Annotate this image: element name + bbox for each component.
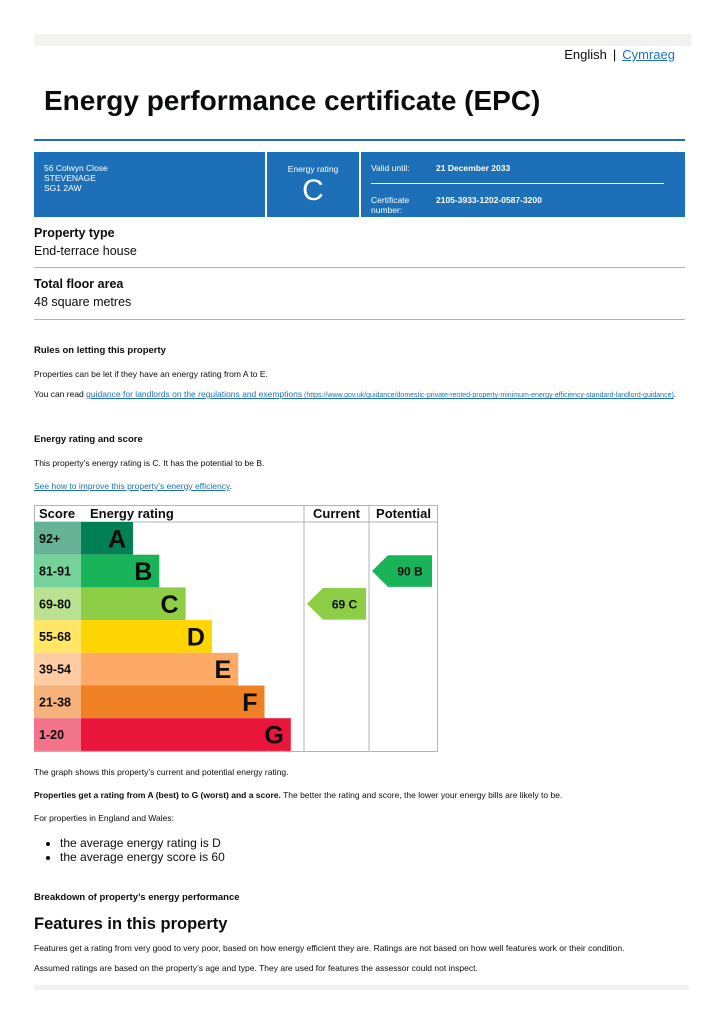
page-title: Energy performance certificate (EPC) xyxy=(44,85,541,116)
improve-paragraph xyxy=(34,481,685,491)
floor-area-heading: Total floor area xyxy=(34,277,124,291)
graph-caption: The graph shows this property’s current and potential energy rating. xyxy=(34,767,289,777)
rating-letter: G xyxy=(264,721,284,750)
features-paragraph: Features get a rating from very good to very poor, based on how energy efficient they are. Ratings are not based on how well features work or their condition. xyxy=(34,943,625,953)
valid-until-value: 21 December 2033 xyxy=(436,163,511,173)
letting-guidance-prefix: You can read xyxy=(34,389,87,399)
rating-bar xyxy=(81,718,291,751)
score-label: 81-91 xyxy=(39,564,71,579)
score-label: 39-54 xyxy=(39,662,71,677)
certificate-number: 2105-3933-1202-0587-3200 xyxy=(436,195,542,205)
rating-letter: C xyxy=(160,590,179,619)
landlord-guidance-link[interactable] xyxy=(86,389,677,399)
score-label: 69-80 xyxy=(39,597,71,612)
title-divider xyxy=(34,139,685,141)
average-list xyxy=(34,836,225,864)
rating-explanation-rest: The better the rating and score, the lower your energy bills are likely to be. xyxy=(280,790,563,800)
energy-rating-label: Energy rating xyxy=(287,164,339,174)
letting-guidance-paragraph xyxy=(34,389,685,401)
england-wales-label: For properties in England and Wales: xyxy=(34,813,175,823)
banner-divider xyxy=(359,152,361,217)
rating-explanation-bold: Properties get a rating from A (best) to G (worst) and a score. xyxy=(34,790,281,800)
lang-separator: | xyxy=(612,47,617,62)
chart-header-current: Current xyxy=(313,506,360,521)
address-line: SG1 2AW xyxy=(44,183,82,193)
assumed-ratings-paragraph: Assumed ratings are based on the property’s age and type. They are used for features the assessor could not inspect. xyxy=(34,963,478,973)
list-item: • the average energy score is 60 xyxy=(60,850,225,864)
letting-paragraph: Properties can be let if they have an energy rating from A to E. xyxy=(34,369,268,379)
property-type-value: End-terrace house xyxy=(34,244,137,258)
rating-explanation xyxy=(34,790,685,800)
language-switcher xyxy=(564,47,675,62)
current-rating-score-label: 69 C xyxy=(331,597,358,612)
address-block xyxy=(44,163,108,193)
section-divider xyxy=(34,319,685,320)
certificate-label: Certificate number: xyxy=(371,195,410,215)
breakdown-heading: Breakdown of property’s energy performance xyxy=(34,892,240,903)
letting-guidance-suffix: . xyxy=(673,389,677,399)
chart-header-rating: Energy rating xyxy=(90,506,174,521)
score-label: 92+ xyxy=(39,531,61,546)
chart-header-potential: Potential xyxy=(376,506,431,521)
energy-rating-chart xyxy=(34,505,438,752)
lang-current: English xyxy=(564,47,607,62)
rating-letter: E xyxy=(214,656,232,685)
address-line: STEVENAGE xyxy=(44,173,96,183)
rating-letter: D xyxy=(186,623,205,652)
chart-header-score: Score xyxy=(39,506,76,521)
rating-paragraph: This property’s energy rating is C. It has the potential to be B. xyxy=(34,458,265,468)
improve-link-suffix: . xyxy=(229,481,232,491)
address-line: 56 Colwyn Close xyxy=(44,163,108,173)
rating-letter: B xyxy=(134,558,153,587)
floor-area-value: 48 square metres xyxy=(34,295,132,309)
landlord-guidance-url: (https://www.gov.uk/guidance/domestic-private-rented-property-minimum-energy-efficiency-standard-landlord-guidance) xyxy=(302,392,674,399)
letting-heading: Rules on letting this property xyxy=(34,345,166,356)
potential-rating-score-label: 90 B xyxy=(397,564,423,579)
property-type-heading: Property type xyxy=(34,226,115,240)
rating-bar xyxy=(81,686,265,719)
list-item: • the average energy rating is D xyxy=(60,836,225,850)
landlord-guidance-link-text: guidance for landlords on the regulations and exemptions xyxy=(86,389,303,399)
score-label: 55-68 xyxy=(39,629,71,644)
banner-line xyxy=(371,183,664,184)
energy-rating-chart-svg xyxy=(34,505,438,752)
improve-efficiency-link[interactable]: See how to improve this property’s energy efficiency xyxy=(34,481,230,491)
bottom-bar xyxy=(34,985,689,990)
lang-cymraeg-link[interactable]: Cymraeg xyxy=(622,47,675,62)
epc-summary-banner xyxy=(34,152,685,217)
score-label: 1-20 xyxy=(39,728,65,743)
valid-until-label: Valid until: xyxy=(371,163,410,173)
rating-heading: Energy rating and score xyxy=(34,434,143,445)
top-bar xyxy=(34,34,691,46)
rating-letter: F xyxy=(242,688,258,717)
score-label: 21-38 xyxy=(39,695,71,710)
rating-letter: A xyxy=(107,525,126,554)
energy-rating-letter: C xyxy=(302,174,324,207)
features-heading: Features in this property xyxy=(34,915,228,933)
section-divider xyxy=(34,267,685,268)
